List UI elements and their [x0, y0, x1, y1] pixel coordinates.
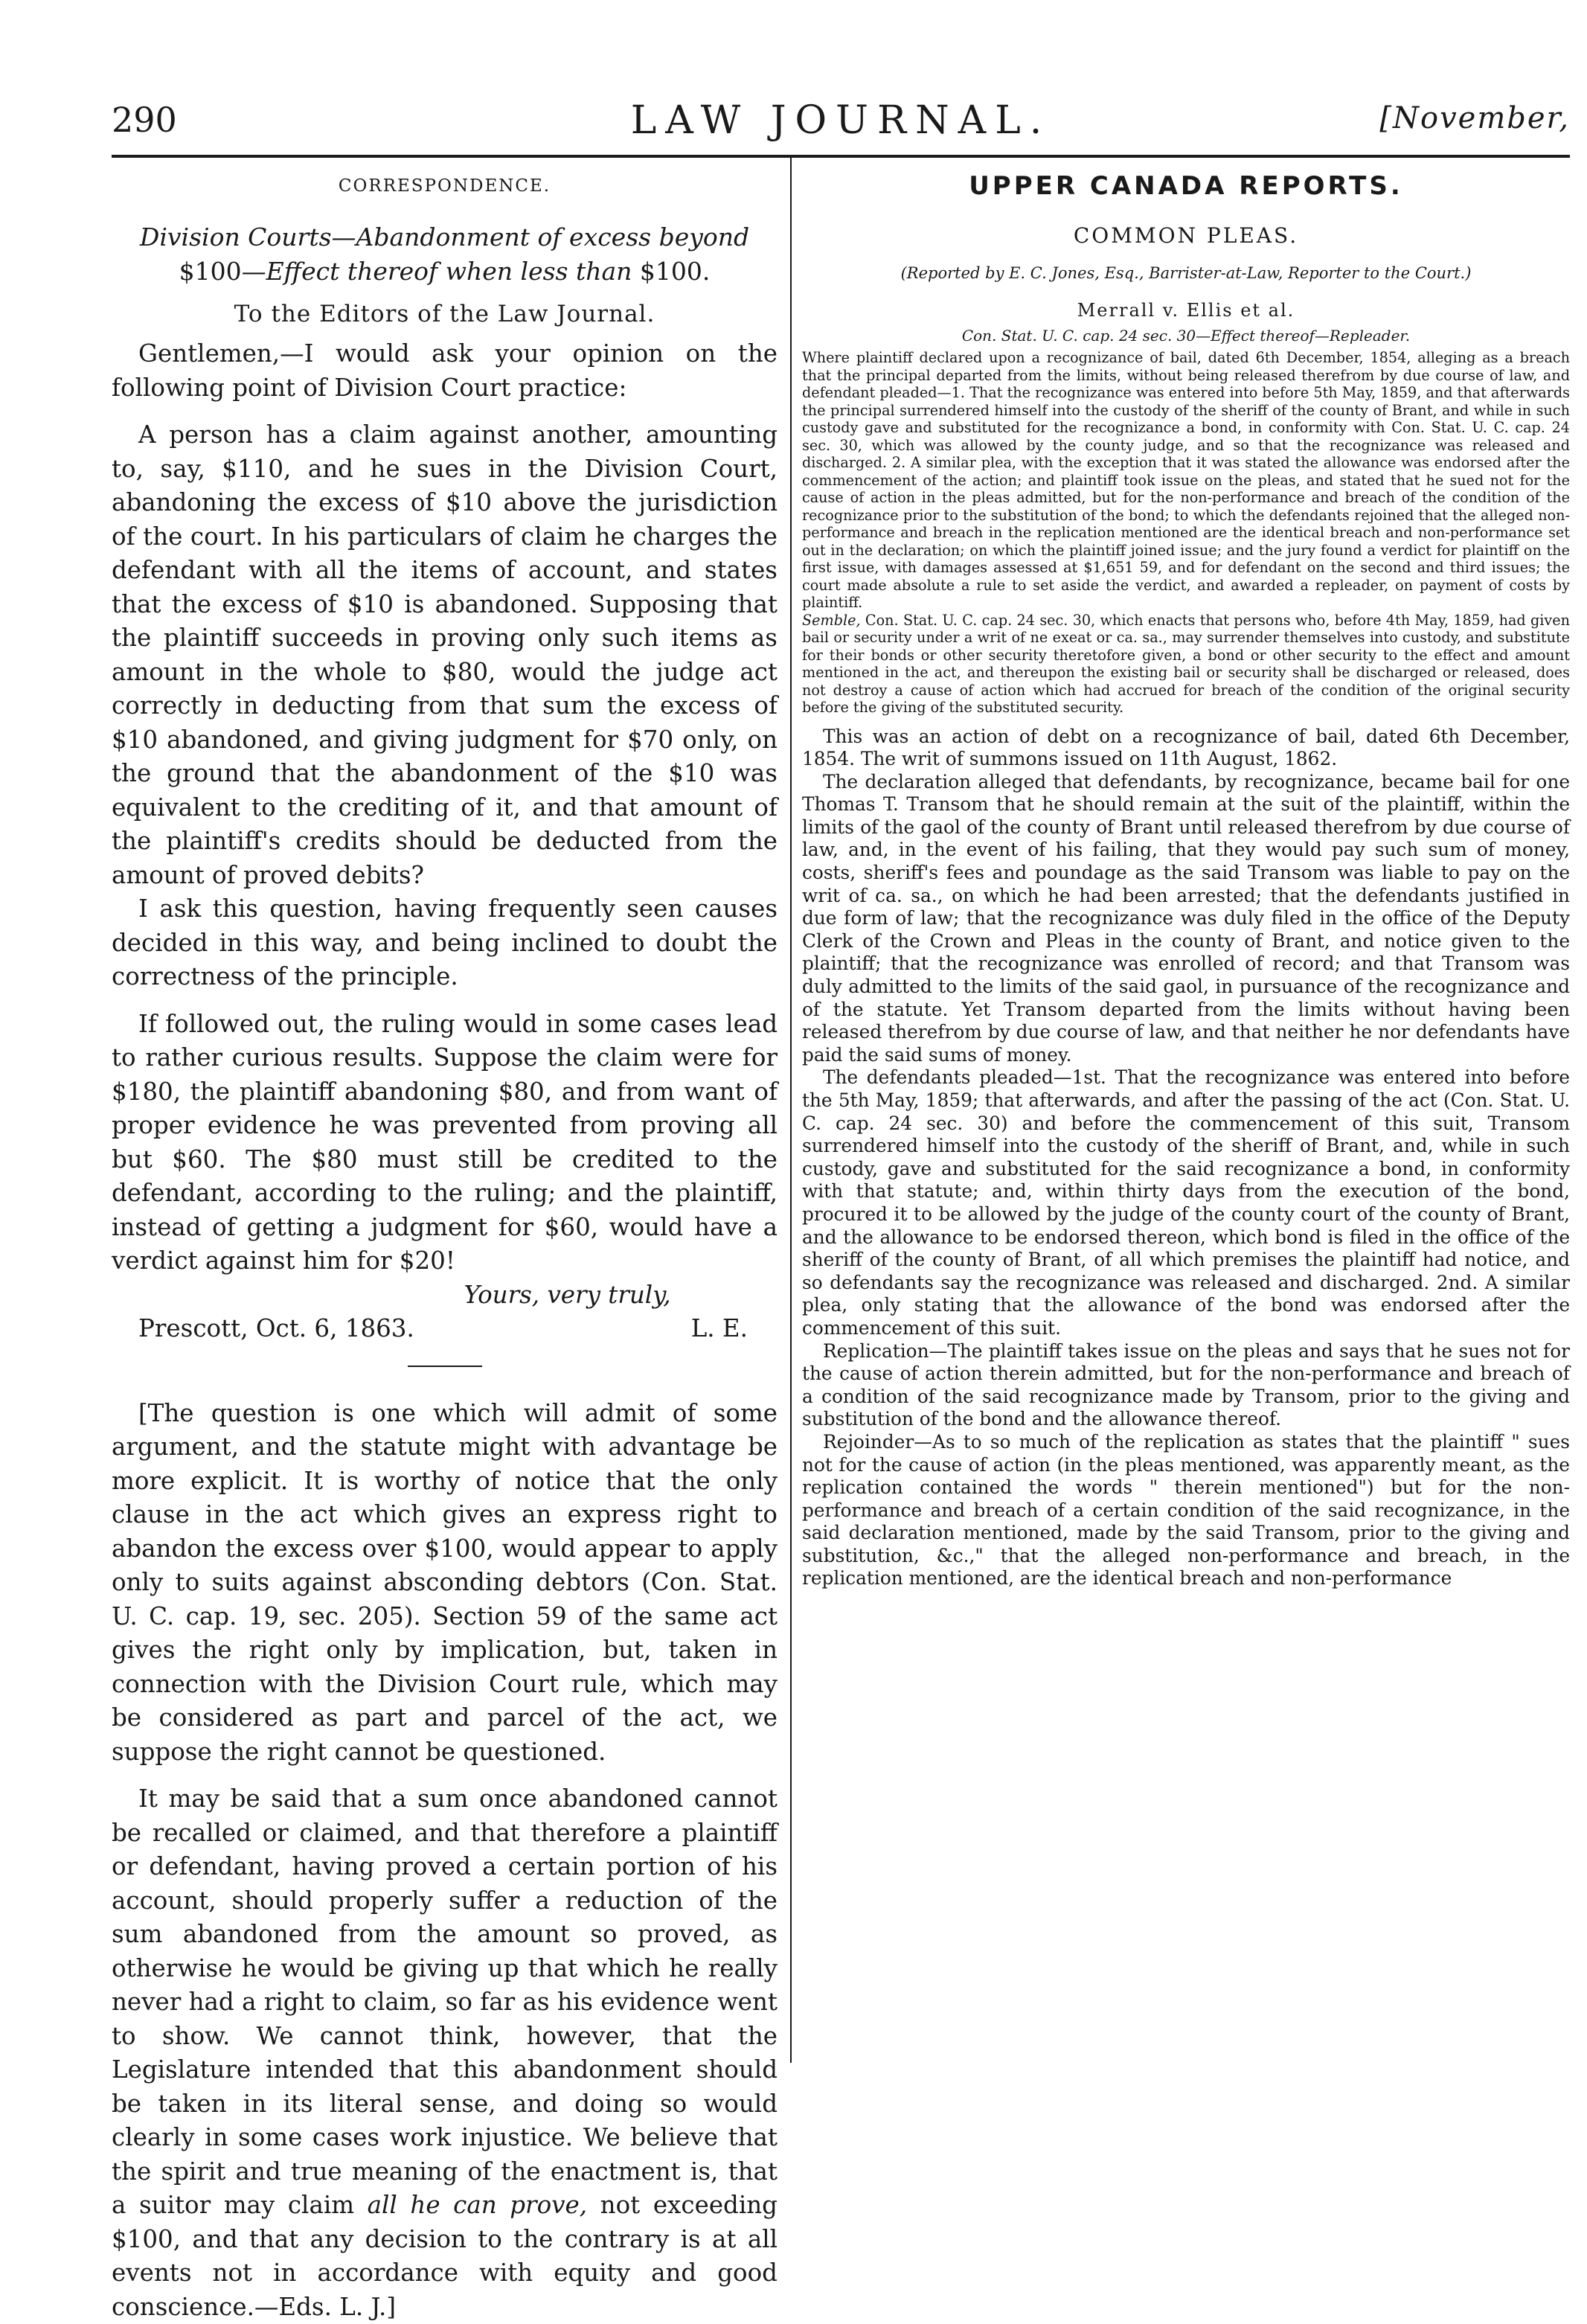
- section-label: CORRESPONDENCE.: [338, 176, 551, 196]
- letter-paragraph: Gentlemen,—I would ask your opinion on the following point of Division Court practice:: [112, 339, 778, 402]
- semble-note: [802, 612, 1570, 717]
- case-paragraph: The declaration alleged that defendants, by recognizance, became bail for one Thomas T. Transom that he should remain at the suit of the plaintiff, within the limits of the gaol of the county of Brant until released therefrom by due course of law, and, in the event of his failing, that they would pay such sum of money, costs, sheriff's fees and poundage as the said Transom was liable to pay on the writ of ca. sa., on which he had been arrested; that the defendants justified in due form of law; that the recognizance was duly filed in the office of the Deputy Clerk of the Crown and Pleas in the county of Brant, and notice given to the plaintiff; that the recognizance was enrolled of record; and that Transom was duly admitted to the limits of the said gaol, in pursuance of the recognizance and of the statute. Yet Transom departed from the limits without having been released therefrom by due course of law, and that neither he nor defendants have paid the said sums of money.: [802, 770, 1570, 1066]
- journal-title: LAW JOURNAL.: [630, 98, 1051, 143]
- letter-heading-amount-a: $100: [179, 256, 242, 286]
- editor-reply-text-b: not exceeding $100, and that any decision to the contrary is at all events not in accordance with equity and good conscience.—Eds. L. J.]: [112, 2191, 778, 2321]
- reports-column: [802, 165, 1570, 1590]
- correspondence-column: [112, 165, 778, 2324]
- case-paragraph: The defendants pleaded—1st. That the recognizance was entered into before the 5th May, 1859; that afterwards, and after the passing of the act (Con. Stat. U. C. cap. 24 sec. 30) and before the commencement of this suit, Transom surrendered himself into the custody of the sheriff of Brant, and, while in such custody, gave and substituted for the said recognizance a bond, in conformity with that statute; and, within thirty days from the execution of the bond, procured it to be allowed by the judge of the county court of the county of Brant, and the allowance to be endorsed thereon, which bond is filed in the office of the sheriff of the county of Brant, of all which premises the plaintiff had notice, and so defendants say the recognizance was released and discharged. 2nd. A similar plea, only stating that the allowance of the bond was endorsed after the commencement of this suit.: [802, 1066, 1570, 1339]
- letter-heading-amount-b: $100.: [639, 256, 711, 286]
- reporter-credit: (Reported by E. C. Jones, Esq., Barrister-at-Law, Reporter to the Court.): [900, 264, 1472, 282]
- semble-label: Semble,: [802, 611, 861, 629]
- closing: [112, 1278, 778, 1313]
- header-rule: [112, 155, 1570, 158]
- running-header: [112, 95, 1570, 150]
- section-divider: [408, 1366, 482, 1367]
- letter-heading-part-a: Division Courts—Abandonment of excess beyond: [139, 222, 750, 252]
- reports-title: UPPER CANADA REPORTS.: [969, 171, 1403, 201]
- editor-reply-emphasis: all he can prove,: [367, 2191, 588, 2219]
- case-paragraph: Replication—The plaintiff takes issue on the pleas and says that he sues not for the cause of action therein admitted, but for the non-performance and breach of a condition of the said recognizance made by Transom, prior to the giving and substitution of the bond and the allowance thereof.: [802, 1339, 1570, 1430]
- place-date: Prescott, Oct. 6, 1863.: [138, 1314, 414, 1342]
- court-name: COMMON PLEAS.: [1073, 223, 1299, 248]
- signature-initials: L. E.: [690, 1314, 748, 1342]
- letter-paragraph: A person has a claim against another, amounting to, say, $110, and he sues in the Division Court, abandoning the excess of $10 above the jurisdiction of the court. In his particulars of claim he charges the defendant with all the items of account, and states that the excess of $10 is abandoned. Supposing that the plaintiff succeeds in proving only such items as amount in the whole to $80, would the judge act correctly in deducting from that sum the excess of $10 abandoned, and giving judgment for $70 only, on the ground that the abandonment of the $10 was equivalent to the crediting of it, and that amount of the plaintiff's credits should be deducted from the amount of proved debits?: [112, 420, 778, 889]
- closing-text: Yours, very truly,: [464, 1280, 671, 1309]
- page-number: 290: [112, 100, 177, 140]
- headnote: Where plaintiff declared upon a recognizance of bail, dated 6th December, 1854, alleging as a breach that the principal departed from the limits, without being released therefrom by due course of law, and defendant pleaded—1. That the recognizance was entered into before 5th May, 1859, and that afterwards the principal surrendered himself into the custody of the sheriff of the county of Brant, and while in such custody gave and substituted for the recognizance a bond, in conformity with Con. Stat. U. C. cap. 24 sec. 30, which was allowed by the county judge, and so that the recognizance was released and discharged. 2. A similar plea, with the exception that it was stated the allowance was endorsed after the commencement of the action; and plaintiff took issue on the pleas, and stated that he sued not for the cause of action in the pleas admitted, but for the non-performance and breach of the condition of the recognizance prior to the substitution of the bond; to which the defendants rejoined that the alleged non-performance and breach in the replication mentioned are the identical breach and non-performance set out in the declaration; on which the plaintiff joined issue; and the jury found a verdict for plaintiff on the first issue, with damages assessed at $1,651 59, and for defendant on the second and third issues; the court made absolute a rule to set aside the verdict, and awarded a repleader, on payment of costs by plaintiff.: [802, 349, 1570, 611]
- issue-month: [November,: [1379, 101, 1570, 135]
- case-paragraph: Rejoinder—As to so much of the replication as states that the plaintiff " sues not for the cause of action (in the pleas mentioned, was apparently meant, as the replication contained the words " therein mentioned") but for the non-performance and breach of a certain condition of the said recognizance, in the said declaration mentioned, made by the said Transom, prior to the giving and substitution, &c.," that the alleged non-performance and breach, in the replication mentioned, are the identical breach and non-performance: [802, 1430, 1570, 1590]
- letter-paragraph: If followed out, the ruling would in some cases lead to rather curious results. Suppose the claim were for $180, the plaintiff abandoning $80, and from want of proper evidence he was prevented from proving all but $60. The $80 must still be credited to the defendant, according to the ruling; and the plaintiff, instead of getting a judgment for $60, would have a verdict against him for $20!: [112, 1009, 778, 1275]
- case-title: Merrall v. Ellis et al.: [1077, 300, 1295, 321]
- case-body: [802, 726, 1570, 1591]
- editor-reply-text-a: It may be said that a sum once abandoned cannot be recalled or claimed, and that therefore a plaintiff or defendant, having proved a certain portion of his account, should properly suffer a reduction of the sum abandoned from the amount so proved, as otherwise he would be giving up that which he really never had a right to claim, so far as his evidence went to show. We cannot think, however, that the Legislature intended that this abandonment should be taken in its literal sense, and doing so would clearly in some cases work injustice. We believe that the spirit and true meaning of the enactment is, that a suitor may claim: [112, 1784, 778, 2219]
- column-divider: [790, 158, 792, 2063]
- statute-citation: Con. Stat. U. C. cap. 24 sec. 30—Effect thereof—Repleader.: [961, 327, 1411, 345]
- editor-reply-paragraph: [The question is one which will admit of some argument, and the statute might with advantage be more explicit. It is worthy of notice that the only clause in the act which gives an express right to abandon the excess over $100, would appear to apply only to suits against absconding debtors (Con. Stat. U. C. cap. 19, sec. 205). Section 59 of the same act gives the right only by implication, but, taken in connection with the Division Court rule, which may be considered as part and parcel of the act, we suppose the right cannot be questioned.: [112, 1398, 778, 1766]
- case-paragraph: This was an action of debt on a recognizance of bail, dated 6th December, 1854. The writ of summons issued on 11th August, 1862.: [802, 725, 1570, 770]
- editor-reply-paragraph-last: [112, 1782, 778, 2324]
- semble-text: Con. Stat. U. C. cap. 24 sec. 30, which enacts that persons who, before 4th May, 1859, had given bail or security under a writ of ne exeat or ca. sa., may surrender themselves into custody, and substitute for their bonds or other security theretofore given, a bond or other security to the effect and amount mentioned in the act, and thereupon the existing bail or security shall be discharged or released, does not destroy a cause of action which had accrued for breach of the condition of the original security before the giving of the substituted security.: [802, 611, 1570, 716]
- letter-heading: [112, 220, 778, 289]
- signature-line: [112, 1312, 778, 1346]
- letter-paragraph: I ask this question, having frequently seen causes decided in this way, and being inclined to doubt the correctness of the principle.: [112, 894, 778, 990]
- salutation-address: To the Editors of the Law Journal.: [234, 300, 655, 327]
- letter-heading-part-b: —Effect thereof when less than: [241, 256, 632, 286]
